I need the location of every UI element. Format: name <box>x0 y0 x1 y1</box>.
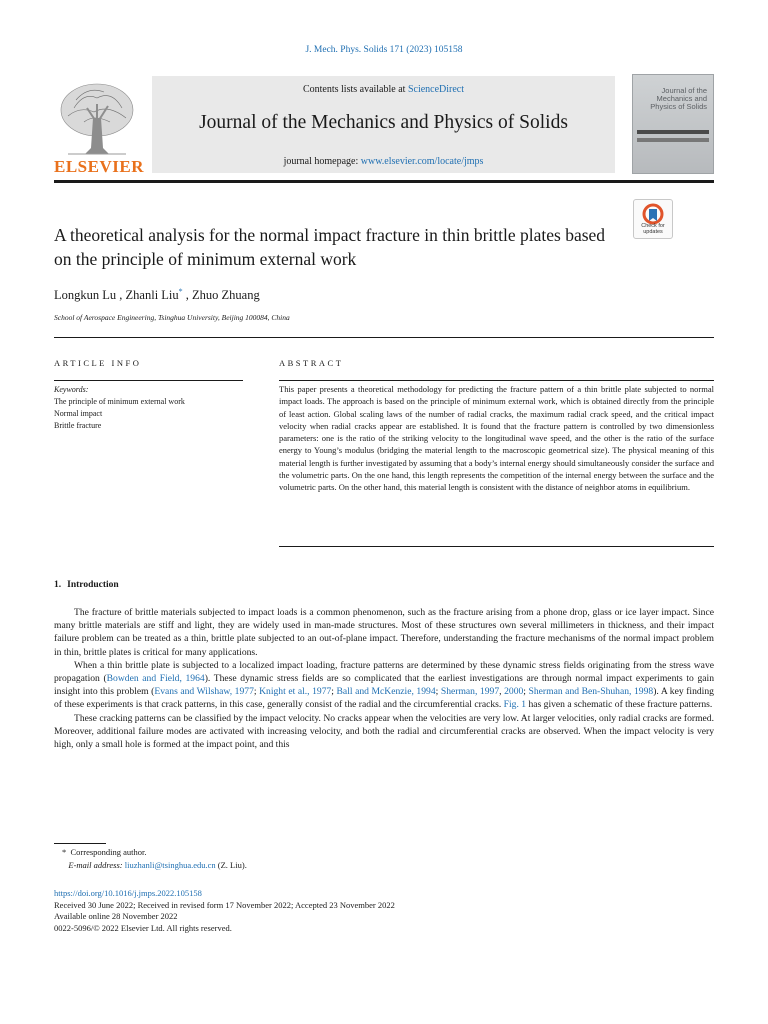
email-label: E-mail address: <box>68 860 123 870</box>
check-updates-label: Check for updates <box>641 223 665 236</box>
check-for-updates-button[interactable] <box>633 199 673 239</box>
keywords-block <box>54 384 185 432</box>
text-run: When a thin brittle plate is subjected to a localized impact loading, fracture patterns are determined by these dynamic stress fields originating from the stress wave propagation ( <box>54 659 714 685</box>
footnote <box>62 846 247 872</box>
journal-homepage-link[interactable]: www.elsevier.com/locate/jmps <box>360 156 484 167</box>
email-line <box>62 859 247 872</box>
author-name[interactable]: Longkun Lu <box>54 288 117 303</box>
citation-link[interactable]: Sherman and Ben-Shuhan, 1998 <box>528 686 654 698</box>
affiliation: School of Aerospace Engineering, Tsinghua University, Beijing 100084, China <box>54 313 290 322</box>
paragraph: These cracking patterns can be classified by the impact velocity. No cracks appear when the velocities are very low. At larger velocities, only radial cracks are formed. Moreover, additional failure modes are activated with increasing velocity, and both the radial and circumferential cracks are observed. When the impact velocity is very high, only a small hole is formed at the impact point, and this <box>54 712 714 751</box>
contents-available-line <box>152 84 615 95</box>
corresponding-author-marker[interactable]: * <box>178 287 183 296</box>
citation-link[interactable]: Ball and McKenzie, 1994 <box>336 686 436 698</box>
figure-link[interactable]: Fig. 1 <box>503 699 527 711</box>
abstract-rule <box>279 380 714 381</box>
abstract-text: This paper presents a theoretical methodology for predicting the fracture pattern of a thin brittle plate subjected to normal impact loads. The approach is based on the principle of minimum external work, which is obtained directly from the principle of least action. Global scaling laws of the number of radial cracks, the maximum radial crack speed, and the critical impact velocity when radial cracks appear are established. It is found that the fracture pattern is controlled by two dimensionless parameters: one is the ratio of the striking velocity to the longitudinal wave speed, and the other is the ratio of the surface energy to Young’s modulus (bridging the material length to the macroscopic geometrical size). The physical meaning of this material length is further investigated by assuming that a body’s internal energy should simultaneously consider the surface and the volumetric parts. On the one hand, this length represents the competition of the internal energy between the surface and the volumetric parts. On the other hand, this material length is consistent with the distance of neighbor atoms in equilibrium. <box>279 384 714 493</box>
section-divider <box>54 337 714 338</box>
journal-homepage-line <box>152 156 615 167</box>
text-run: , <box>499 686 505 698</box>
homepage-prefix: journal homepage: <box>283 156 361 167</box>
author-separator: , <box>116 288 126 303</box>
keywords-label: Keywords: <box>54 385 89 394</box>
citation-link[interactable]: 2000 <box>504 686 524 698</box>
email-suffix: (Z. Liu). <box>215 860 247 870</box>
section-title: Introduction <box>67 580 119 590</box>
author-separator: , <box>182 288 193 303</box>
author-list <box>54 287 260 303</box>
paper-title: A theoretical analysis for the normal impact fracture in thin brittle plates based on the principle of minimum external work <box>54 225 606 269</box>
footnote-marker: * <box>62 847 71 857</box>
paragraph <box>54 659 714 712</box>
sciencedirect-link[interactable]: ScienceDirect <box>407 84 465 95</box>
text-run: ; <box>435 686 441 698</box>
text-run: has given a schematic of these fracture patterns. <box>526 699 713 711</box>
author-name[interactable]: Zhuo Zhuang <box>192 288 260 303</box>
citation-link[interactable]: Bowden and Field, 1964 <box>106 673 205 685</box>
citation-link[interactable]: Evans and Wilshaw, 1977 <box>154 686 254 698</box>
article-metadata <box>54 888 395 934</box>
cover-title: Journal of the Mechanics and Physics of Solids <box>650 86 707 111</box>
paragraph: The fracture of brittle materials subjected to impact loads is a common phenomenon, such as the fracture arising from a phone drop, glass or ice layer impact. Since many brittle materials are stiff and light, they are widely used in man-made structures. Most of these structures own several millimeters in thickness, and their impact failure problem can be treated as a thin, brittle plate subjected to an out-of-plane impact. Therefore, understanding the fracture mechanisms of the normal impact problem in thin, brittle plates is critical for many applications. <box>54 607 714 658</box>
journal-header-band <box>152 76 615 173</box>
section-number: 1. <box>54 580 62 590</box>
cover-stripe <box>637 138 709 142</box>
author-name[interactable]: Zhanli Liu <box>125 288 179 303</box>
journal-cover-thumbnail[interactable] <box>632 74 714 174</box>
footnote-rule <box>54 843 106 844</box>
introduction-heading <box>54 580 119 590</box>
keyword-item: Normal impact <box>54 409 103 418</box>
text-run: ). These dynamic stress fields are so complicated that the earliest investigations are through normal impact experiments to gain insight into this problem ( <box>54 673 715 698</box>
elsevier-wordmark: ELSEVIER <box>54 157 144 176</box>
journal-citation-link[interactable]: J. Mech. Phys. Solids 171 (2023) 105158 <box>305 45 463 55</box>
text-run: ; <box>523 686 529 698</box>
cover-stripe <box>637 130 709 134</box>
contents-prefix: Contents lists available at <box>302 84 408 95</box>
header-divider <box>54 180 714 183</box>
introduction-body <box>54 606 714 751</box>
abstract-heading: ABSTRACT <box>279 358 344 368</box>
doi-link[interactable]: https://doi.org/10.1016/j.jmps.2022.105158 <box>54 888 202 898</box>
text-run: ). A key finding of these experiments is that crack patterns, in this case, generally consist of the radial and the circumferential cracks. <box>54 686 714 711</box>
article-info-rule <box>54 380 243 381</box>
keyword-item: Brittle fracture <box>54 421 102 430</box>
journal-title: Journal of the Mechanics and Physics of Solids <box>199 112 568 133</box>
citation-link[interactable]: Sherman, 1997 <box>440 686 500 698</box>
text-run: ; <box>331 686 337 698</box>
received-dates: Received 30 June 2022; Received in revised form 17 November 2022; Accepted 23 November 2022 <box>54 899 395 910</box>
corresponding-author-note <box>62 846 247 859</box>
copyright: 0022-5096/© 2022 Elsevier Ltd. All rights reserved. <box>54 922 232 933</box>
available-online: Available online 28 November 2022 <box>54 911 178 921</box>
keyword-item: The principle of minimum external work <box>54 397 185 406</box>
abstract-bottom-rule <box>279 546 714 547</box>
text-run: ; <box>253 686 260 698</box>
corresponding-label: Corresponding author. <box>70 847 147 857</box>
citation-link[interactable]: Knight et al., 1977 <box>259 686 332 698</box>
article-info-heading: ARTICLE INFO <box>54 358 142 368</box>
email-link[interactable]: liuzhanli@tsinghua.edu.cn <box>124 860 216 870</box>
